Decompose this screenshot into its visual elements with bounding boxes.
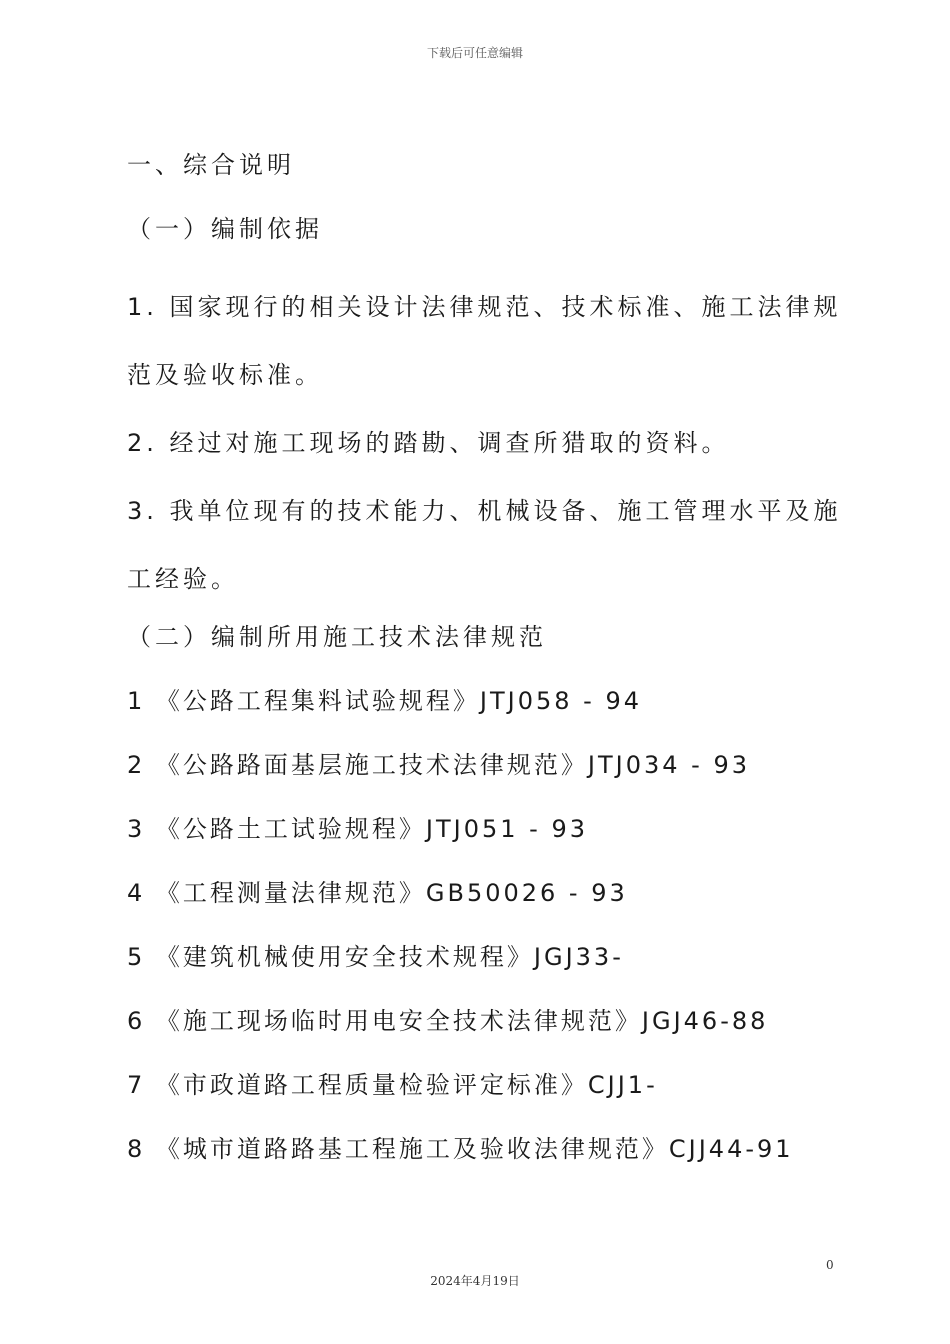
document-body	[127, 145, 847, 1193]
basis-line: 3. 我单位现有的技术能力、机械设备、施工管理水平及施	[127, 497, 842, 525]
standard-item: 2 《公路路面基层施工技术法律规范》JTJ034 - 93	[127, 751, 750, 779]
page-header: 下载后可任意编辑	[426, 46, 523, 60]
subsection-title-standards: （二）编制所用施工技术法律规范	[127, 623, 547, 651]
basis-line: 2. 经过对施工现场的踏勘、调查所猎取的资料。	[127, 429, 730, 457]
page-number: 0	[826, 1258, 834, 1272]
footer-date: 2024年4月19日	[430, 1274, 520, 1288]
standard-item: 3 《公路土工试验规程》JTJ051 - 93	[127, 815, 588, 843]
standard-item: 8 《城市道路路基工程施工及验收法律规范》CJJ44-91	[127, 1135, 794, 1163]
standard-item: 7 《市政道路工程质量检验评定标准》CJJ1-	[127, 1071, 658, 1099]
section-title: 一、综合说明	[127, 151, 295, 179]
standard-item: 5 《建筑机械使用安全技术规程》JGJ33-	[127, 943, 624, 971]
standard-item: 6 《施工现场临时用电安全技术法律规范》JGJ46-88	[127, 1007, 769, 1035]
basis-line: 工经验。	[127, 565, 239, 593]
basis-line: 范及验收标准。	[127, 361, 323, 389]
standard-item: 1 《公路工程集料试验规程》JTJ058 - 94	[127, 687, 642, 715]
basis-line: 1. 国家现行的相关设计法律规范、技术标准、施工法律规	[127, 293, 842, 321]
standard-item: 4 《工程测量法律规范》GB50026 - 93	[127, 879, 628, 907]
subsection-title-basis: （一）编制依据	[127, 215, 323, 243]
